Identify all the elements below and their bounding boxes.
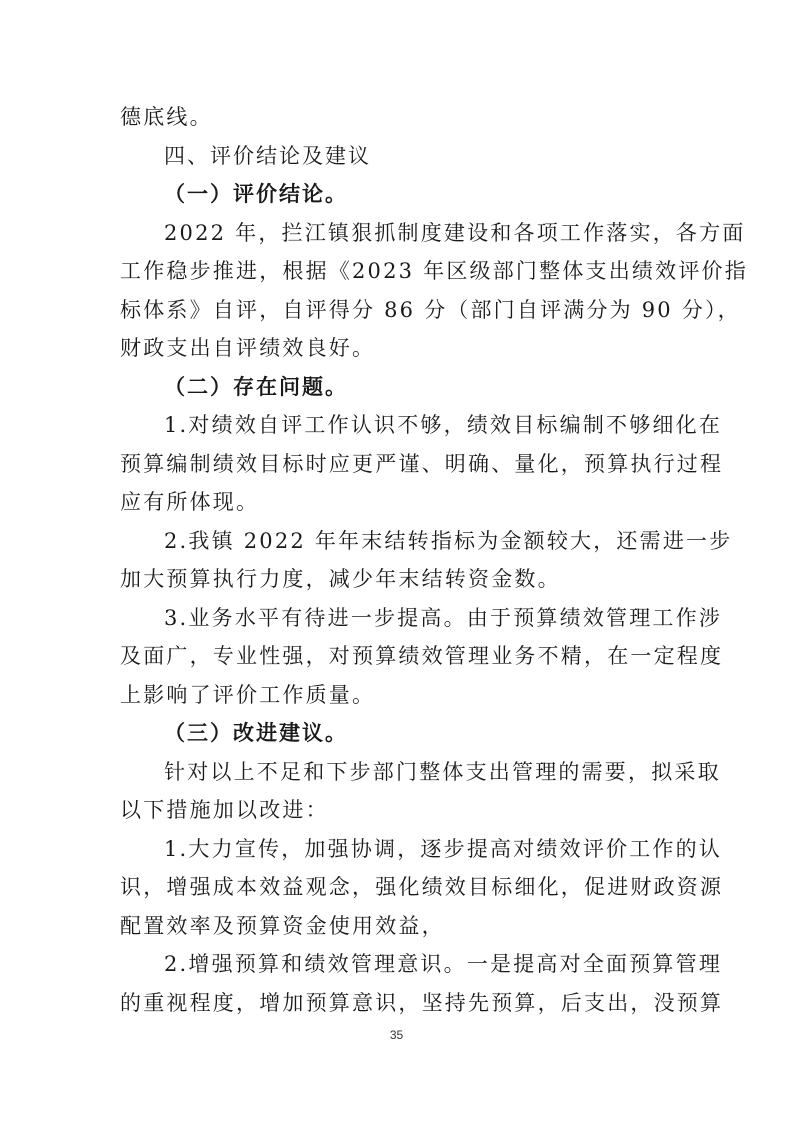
subsection-heading: （二）存在问题。 <box>164 373 348 399</box>
text-line: 工作稳步推进，根据《2023 年区级部门整体支出绩效评价指 <box>120 259 748 283</box>
text-line: 上影响了评价工作质量。 <box>120 682 376 707</box>
subsection-heading: （三）改进建议。 <box>164 720 348 745</box>
page-number: 35 <box>389 1028 404 1042</box>
text-line: 的重视程度，增加预算意识，坚持先预算，后支出，没预算 <box>120 990 724 1015</box>
section-heading: 四、评价结论及建议 <box>164 143 371 168</box>
text-line: 标体系》自评，自评得分 86 分（部门自评满分为 90 分）， <box>120 297 741 322</box>
text-line: 加大预算执行力度，减少年末结转资金数。 <box>120 567 561 591</box>
text-line: 1.大力宣传，加强协调，逐步提高对绩效评价工作的认 <box>164 836 723 861</box>
text-line: 配置效率及预算资金使用效益， <box>120 913 445 938</box>
text-line: 3.业务水平有待进一步提高。由于预算绩效管理工作涉 <box>164 605 723 630</box>
document-body <box>120 98 748 1022</box>
text-line: 应有所体现。 <box>120 490 260 514</box>
subsection-heading: （一）评价结论。 <box>164 181 348 206</box>
text-line: 2022 年，拦江镇狠抓制度建设和各项工作落实，各方面 <box>164 220 746 245</box>
text-line: 针对以上不足和下步部门整体支出管理的需要，拟采取 <box>164 759 721 784</box>
text-line: 2.增强预算和绩效管理意识。一是提高对全面预算管理 <box>164 952 723 976</box>
text-line: 预算编制绩效目标时应更严谨、明确、量化，预算执行过程 <box>120 451 724 476</box>
text-line: 及面广，专业性强，对预算绩效管理业务不精，在一定程度 <box>120 644 724 668</box>
text-line: 2.我镇 2022 年年末结转指标为金额较大，还需进一步 <box>164 528 733 553</box>
text-line: 财政支出自评绩效良好。 <box>120 336 376 360</box>
text-line: 识，增强成本效益观念，强化绩效目标细化，促进财政资源 <box>120 875 724 899</box>
text-line: 德底线。 <box>120 105 213 129</box>
text-line: 以下措施加以改进： <box>120 798 329 822</box>
text-line: 1.对绩效自评工作认识不够，绩效目标编制不够细化在 <box>164 413 723 437</box>
